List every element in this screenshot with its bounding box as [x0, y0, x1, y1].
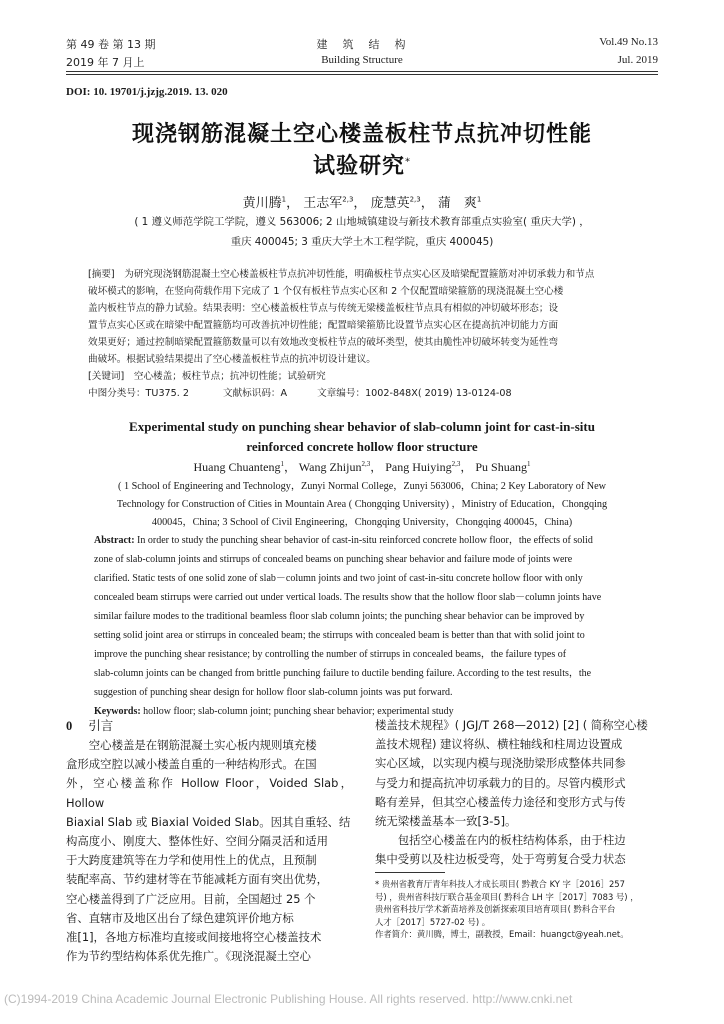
- abstract-en-line5: similar failure modes to the traditional beamless floor slab column joints; the punching shear behavior can be improved by: [94, 611, 585, 622]
- header-journal-en: Building Structure: [321, 54, 403, 66]
- section-title: 引言: [88, 718, 114, 733]
- article-number: 文章编号：1002-848X( 2019) 13-0124-08: [317, 388, 512, 399]
- keywords-cn-text: 空心楼盖；板柱节点；抗冲切性能；试验研究: [133, 371, 326, 382]
- author-cn-4-affil: 1: [476, 195, 482, 204]
- abstract-en-line4: concealed beam stirrups were carried out under vertical loads. The results show that the hollow floor slab－column joints have: [94, 592, 602, 603]
- author-en-4: Pu Shuang: [475, 460, 528, 474]
- header-rule-thin-2: [66, 74, 658, 75]
- keywords-cn-label: [关键词]: [88, 371, 125, 382]
- author-cn-3: 庞慧英: [370, 196, 410, 211]
- author-sep: ，: [283, 460, 296, 474]
- abstract-en-line3: clarified. Static tests of one solid zone of slab－column joints and two joint of cast-in-situ concrete hollow floor with only: [94, 573, 583, 584]
- author-en-2-affil: 2,3: [361, 460, 371, 468]
- author-cn-3-affil: 2,3: [409, 195, 421, 204]
- author-en-3-affil: 2,3: [451, 460, 461, 468]
- footnote-rule: [375, 872, 445, 873]
- author-en-4-affil: 1: [527, 460, 531, 468]
- affil-cn-line1: ( 1 遵义师范学院工学院，遵义 563006; 2 山地城镇建设与新技术教育部重点实验室( 重庆大学) ，: [134, 216, 590, 228]
- abstract-en-line1: Abstract: In order to study the punching shear behavior of cast-in-situ reinforced concrete hollow floor，the effects of solid: [94, 535, 593, 546]
- body-left-line3: 外，空心楼盖称作 Hollow Floor，Voided Slab，Hollow: [66, 776, 352, 810]
- author-sep: ，: [460, 460, 473, 474]
- footnote-line1: * 贵州省教育厅青年科技人才成长项目( 黔教合 KY 字［2016］257: [375, 879, 625, 889]
- abstract-en-label: Abstract:: [94, 535, 135, 546]
- keywords-en-label: Keywords:: [94, 706, 141, 717]
- author-sep: ，: [370, 460, 383, 474]
- body-right-line7: 包括空心楼盖在内的板柱结构体系，由于柱边: [375, 833, 626, 848]
- title-cn-line2: [0, 149, 724, 180]
- body-left-line2: 盒形成空腔以减小楼盖自重的一种结构形式。在国: [66, 757, 317, 772]
- doi: DOI: 10. 19701/j.jzjg.2019. 13. 020: [66, 86, 228, 98]
- footnote-line4: 人才［2017］5727-02 号) 。: [375, 916, 491, 927]
- header-volume: Vol.49 No.13: [599, 36, 658, 48]
- author-cn-4: 蒲 爽: [437, 196, 477, 211]
- abstract-cn-line3: 盖内板柱节点的静力试验。结果表明：空心楼盖板柱节点与传统无梁楼盖板柱节点具有相似的冲切破坏形态；设: [88, 303, 559, 314]
- copyright-notice: (C)1994-2019 China Academic Journal Electronic Publishing House. All rights reserved. http://www.cnki.net: [4, 992, 573, 1006]
- affil-cn-line2: 重庆 400045; 3 重庆大学土木工程学院，重庆 400045): [230, 236, 494, 248]
- authors-cn: [0, 192, 724, 211]
- affil-en-line1: ( 1 School of Engineering and Technology，Zunyi Normal College，Zunyi 563006，China; 2 Key Laboratory of New: [118, 481, 606, 492]
- keywords-en-text: hollow floor; slab-column joint; punching shear behavior; experimental study: [143, 706, 454, 717]
- author-en-1: Huang Chuanteng: [193, 460, 281, 474]
- body-right-line4: 与受力和提高抗冲切承载力的目的。尽管内模形式: [375, 775, 626, 790]
- abstract-cn-line5: 效果更好；通过控制暗梁配置箍筋数量可以有效地改变板柱节点的破坏类型，使其由脆性冲切破坏转变为延性弯: [88, 337, 559, 348]
- body-left-line4: Biaxial Slab 或 Biaxial Voided Slab。因其自重轻、结: [66, 814, 351, 829]
- abstract-cn-line6: 曲破坏。根据试验结果提出了空心楼盖板柱节点的抗冲切设计建议。: [88, 354, 376, 365]
- body-right-line1: 楼盖技术规程》( JGJ/T 268—2012) [2] ( 简称空心楼: [375, 718, 648, 732]
- footnote-line3: 贵州省科技厅学术新苗培养及创新探索项目培育项目( 黔科合平台: [375, 904, 616, 914]
- body-left-column: [66, 736, 352, 966]
- title-footnote-mark: *: [405, 156, 411, 168]
- body-right-line8: 集中受剪以及柱边板受弯，处于弯剪复合受力状态: [375, 852, 626, 867]
- classification-line: [88, 385, 660, 402]
- author-sep: ，: [420, 196, 434, 211]
- footnote-line2: 号) ，贵州省科技厅联合基金项目( 黔科合 LH 字［2017］7083 号) ，: [375, 891, 639, 902]
- section-heading: [66, 716, 113, 734]
- body-left-line8: 空心楼盖得到了广泛应用。目前，全国超过 25 个: [66, 891, 316, 906]
- affil-en-line3: 400045，China; 3 School of Civil Engineering，Chongqing University，Chongqing 400045，China): [151, 517, 573, 528]
- author-cn-2-affil: 2,3: [342, 195, 354, 204]
- header-rule-thin: [66, 71, 658, 72]
- body-left-line10: 准[1]，各地方标准均直接或间接地将空心楼盖技术: [66, 930, 322, 945]
- abstract-en-line9: suggestion of punching shear design for hollow floor slab-column joints was put forward.: [94, 687, 453, 698]
- author-sep: ，: [353, 196, 367, 211]
- abstract-cn: [88, 266, 660, 402]
- body-left-line1: 空心楼盖是在钢筋混凝土实心板内规则填充楼: [66, 738, 317, 752]
- author-cn-1: 黄川腾: [242, 196, 282, 211]
- affil-en-line2: Technology for Construction of Cities in Mountain Area ( Chongqing University) ，Ministry of Education，Chongqing: [116, 499, 608, 510]
- author-cn-1-affil: 1: [281, 195, 287, 204]
- body-left-line5: 构高度小、刚度大、整体性好、空间分隔灵活和适用: [66, 834, 328, 849]
- title-cn-line2-text: 试验研究: [312, 154, 405, 179]
- abstract-cn-line1: [摘要] 为研究现浇钢筋混凝土空心楼盖板柱节点抗冲切性能，明确板柱节点实心区及暗梁配置箍筋对冲切承载力和节点: [88, 269, 595, 280]
- body-right-line2: 盖技术规程) 建议将纵、横柱轴线和柱周边设置成: [375, 737, 623, 752]
- author-en-2: Wang Zhijun: [298, 460, 362, 474]
- abstract-en: [94, 531, 660, 721]
- body-left-line7: 装配率高、节约建材等在节能减耗方面有突出优势，: [66, 872, 328, 887]
- author-en-3: Pang Huiying: [385, 460, 452, 474]
- header-month: Jul. 2019: [617, 54, 658, 66]
- section-number: 0: [66, 719, 73, 733]
- footnote-author-info: 作者简介：黄川腾，博士，副教授，Email：huangct@yeah.net。: [375, 929, 629, 939]
- authors-en: [0, 458, 724, 475]
- clc-number: 中图分类号：TU375. 2: [88, 388, 189, 399]
- abstract-cn-label: [摘要]: [88, 269, 115, 280]
- body-right-line6: 统无梁楼盖基本一致[3-5]。: [375, 814, 517, 829]
- abstract-en-line7: improve the punching shear resistance; by controlling the number of stirrups in concealed beams，the failure types of: [94, 649, 567, 660]
- author-en-1-affil: 1: [280, 460, 284, 468]
- body-right-line5: 略有差异，但其空心楼盖传力途径和变形方式与传: [375, 794, 626, 809]
- author-sep: ，: [286, 196, 300, 211]
- abstract-en-line6: setting solid joint area or stirrups in concealed beam; the stirrups with concealed beam is better than that with solid joint to: [94, 630, 585, 641]
- title-en-line2: reinforced concrete hollow floor structure: [246, 439, 478, 454]
- header-journal-cn: 建 筑 结 构: [316, 38, 408, 51]
- title-cn-line1: 现浇钢筋混凝土空心楼盖板柱节点抗冲切性能: [131, 122, 592, 147]
- title-en-line1: Experimental study on punching shear behavior of slab-column joint for cast-in-situ: [129, 419, 595, 434]
- body-left-line11: 作为节约型结构体系优先推广。《现浇混凝土空心: [66, 949, 311, 964]
- abstract-en-line2: zone of slab-column joints and stirrups of concealed beams on punching shear behavior and failure mode of joints were: [94, 554, 573, 565]
- keywords-cn: [88, 368, 660, 385]
- footnote: [375, 878, 659, 941]
- abstract-en-line8: slab-column joints can be changed from brittle punching failure to ductile bending failure. According to the test results，the: [94, 668, 592, 679]
- doc-code: 文献标识码：A: [222, 388, 288, 399]
- author-cn-2: 王志军: [303, 196, 343, 211]
- body-right-column: [375, 716, 659, 870]
- header-date: 2019 年 7 月上: [66, 56, 145, 69]
- abstract-cn-line2: 破坏模式的影响，在竖向荷载作用下完成了 1 个仅有板柱节点实心区和 2 个仅配置暗梁箍筋的现浇混凝土空心楼: [88, 286, 564, 297]
- abstract-cn-line4: 置节点实心区或在暗梁中配置箍筋均可改善抗冲切性能；配置暗梁箍筋比设置节点实心区在提高抗冲切能力方面: [88, 320, 559, 331]
- body-right-line3: 实心区域，以实现内模与现浇肋梁形成整体共同参: [375, 756, 626, 771]
- header-issue: 第 49 卷 第 13 期: [66, 38, 156, 51]
- body-left-line9: 省、直辖市及地区出台了绿色建筑评价地方标: [66, 910, 294, 925]
- body-left-line6: 于大跨度建筑等在力学和使用性上的优点，且预制: [66, 853, 317, 868]
